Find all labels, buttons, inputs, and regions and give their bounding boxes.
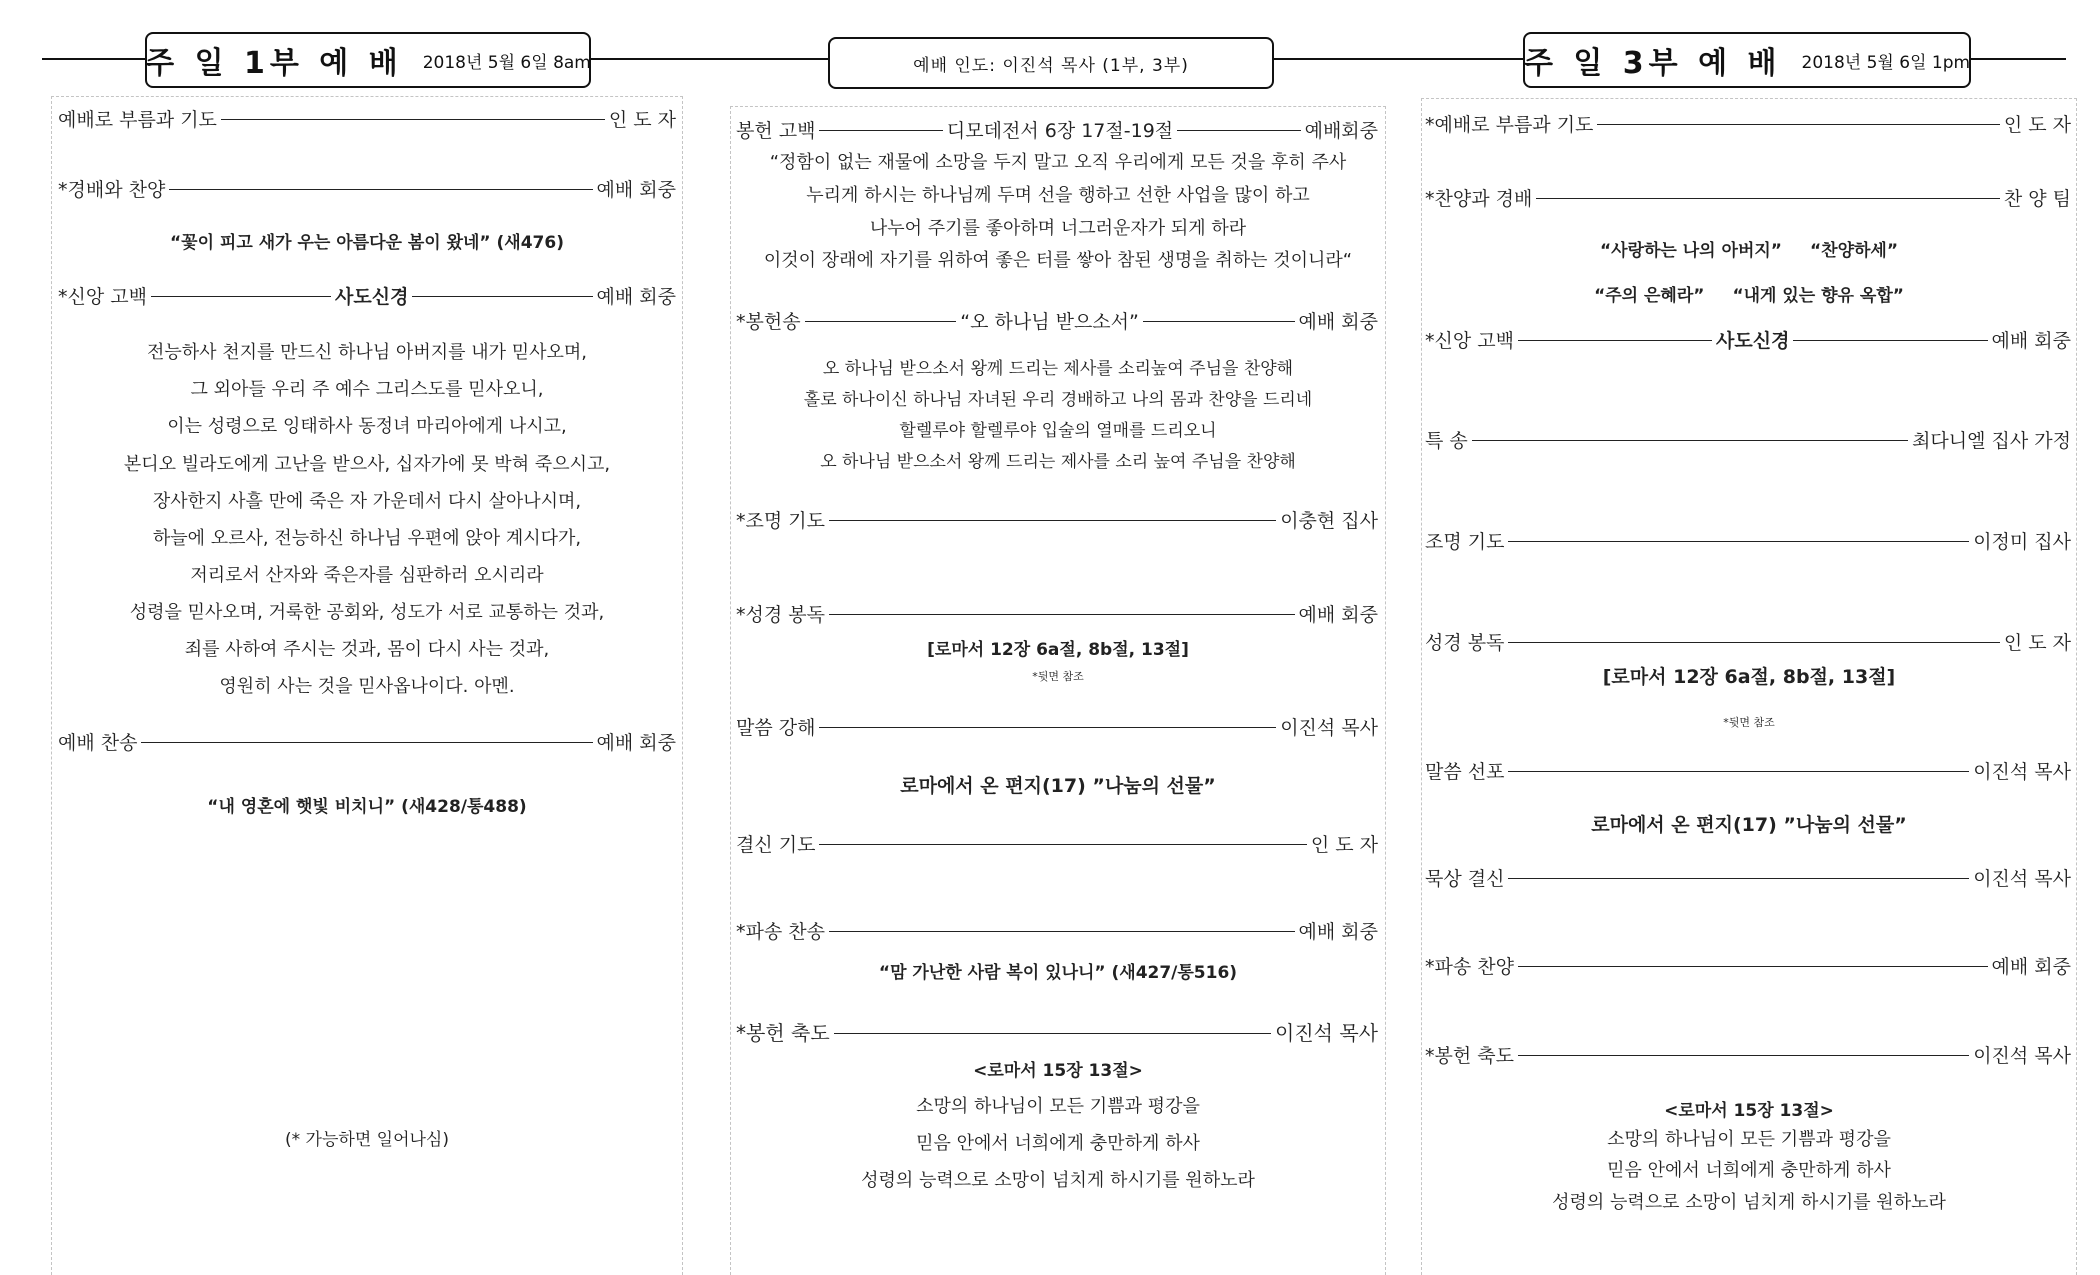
creed-line: 전능하사 천지를 만드신 하나님 아버지를 내가 믿사오며, <box>147 342 587 363</box>
header-rule-left-1 <box>42 58 148 60</box>
service1-title-box <box>145 32 591 88</box>
item-label: 결신 기도 <box>736 834 816 856</box>
reading-note: *뒷면 참조 <box>1723 716 1775 729</box>
benediction-line: 믿음 안에서 너희에게 충만하게 하사 <box>916 1133 1200 1154</box>
song-title: “찬양하세” <box>1809 241 1899 261</box>
scripture-line: “정함이 없는 재물에 소망을 두지 말고 오직 우리에게 모든 것을 후히 주사 <box>769 152 1347 173</box>
item-leader: 찬 양 팀 <box>2003 188 2071 210</box>
item-leader: 이진석 목사 <box>1973 761 2071 783</box>
benediction-ref: <로마서 15장 13절> <box>1664 1101 1834 1121</box>
order-item <box>1425 184 2071 211</box>
lyric-line: 홀로 하나이신 하나님 자녀된 우리 경배하고 나의 몸과 찬양을 드리네 <box>803 390 1313 410</box>
service3-date: 2018년 5월 6일 1pm <box>1801 52 1971 73</box>
reading-note: *뒷면 참조 <box>1032 670 1084 683</box>
creed-line: 저리로서 산자와 죽은자를 심판하러 오시리라 <box>190 565 544 586</box>
scripture-line: 누리게 하시는 하나님께 두며 선을 행하고 선한 사업을 많이 하고 <box>806 185 1310 206</box>
order-item <box>1425 527 2071 554</box>
item-leader: 인 도 자 <box>1310 834 1378 856</box>
item-label: 특 송 <box>1425 430 1468 452</box>
order-item <box>736 116 1378 143</box>
item-label: *신앙 고백 <box>58 286 147 308</box>
order-item <box>736 600 1378 627</box>
song-title: “꽃이 피고 새가 우는 아름다운 봄이 왔네” (새476) <box>170 233 564 253</box>
order-item <box>1425 426 2071 453</box>
scripture-line: 나누어 주기를 좋아하며 너그러운자가 되게 하라 <box>869 218 1247 239</box>
song-title: “사랑하는 나의 아버지” <box>1599 241 1782 261</box>
item-label: *파송 찬양 <box>1425 956 1514 978</box>
item-leader: 예배 회중 <box>596 732 676 754</box>
item-middle: “오 하나님 받으소서” <box>960 311 1139 333</box>
benediction-ref: <로마서 15장 13절> <box>973 1061 1143 1081</box>
item-label: *예배로 부름과 기도 <box>1425 114 1594 136</box>
order-item <box>1425 864 2071 891</box>
item-label: 묵상 결신 <box>1425 868 1505 890</box>
creed-line: 죄를 사하여 주시는 것과, 몸이 다시 사는 것과, <box>184 639 550 660</box>
item-label: 성경 봉독 <box>1425 632 1505 654</box>
service1-title: 주 일 1부 예 배 <box>145 46 403 81</box>
reading-ref: [로마서 12장 6a절, 8b절, 13절] <box>1602 666 1896 688</box>
item-label: 예배로 부름과 기도 <box>58 109 217 131</box>
item-label: *봉헌 축도 <box>736 1021 830 1045</box>
order-item <box>736 713 1378 740</box>
item-label: *성경 봉독 <box>736 604 825 626</box>
benediction-line: 성령의 능력으로 소망이 넘치게 하시기를 원하노라 <box>1552 1192 1946 1213</box>
order-item <box>1425 110 2071 137</box>
benediction-line: 소망의 하나님이 모든 기쁨과 평강을 <box>1607 1129 1891 1150</box>
item-label: 봉헌 고백 <box>736 120 816 142</box>
item-label: *신앙 고백 <box>1425 330 1514 352</box>
item-label: *봉헌송 <box>736 311 801 333</box>
header-rule-right-1 <box>1268 58 1526 60</box>
leader-box <box>828 37 1274 89</box>
service3-title: 주 일 3부 예 배 <box>1523 46 1782 81</box>
item-leader: 예배회중 <box>1304 120 1379 142</box>
song-title: “내게 있는 향유 옥합” <box>1732 286 1904 306</box>
item-leader: 예배 회중 <box>1298 311 1379 333</box>
sermon-title: 로마에서 온 편지(17) ”나눔의 선물” <box>1591 814 1907 836</box>
item-leader: 예배 회중 <box>1298 604 1378 626</box>
order-item <box>1425 1041 2071 1068</box>
item-label: *파송 찬송 <box>736 921 825 943</box>
item-leader: 이진석 목사 <box>1973 1045 2071 1067</box>
song-row <box>1421 281 2077 306</box>
creed-line: 영원히 사는 것을 믿사옵나이다. 아멘. <box>219 676 515 697</box>
item-leader: 이진석 목사 <box>1275 1021 1378 1045</box>
scripture-line: 이것이 장래에 자기를 위하여 좋은 터를 쌓아 참된 생명을 취하는 것이니라“ <box>763 250 1353 271</box>
order-item <box>736 830 1378 857</box>
creed-line: 이는 성령으로 잉태하사 동정녀 마리아에게 나시고, <box>167 416 567 437</box>
lyric-line: 오 하나님 받으소서 왕께 드리는 제사를 소리높여 주님을 찬양해 <box>822 359 1294 379</box>
header-rule-right-2 <box>1966 58 2066 60</box>
item-leader: 인 도 자 <box>2003 114 2071 136</box>
standing-note: (* 가능하면 일어나심) <box>285 1130 449 1150</box>
item-label: *봉헌 축도 <box>1425 1045 1514 1067</box>
order-item <box>1425 757 2071 784</box>
benediction-line: 소망의 하나님이 모든 기쁨과 평강을 <box>916 1096 1200 1117</box>
song-title: “내 영혼에 햇빛 비치니” (새428/통488) <box>207 797 527 817</box>
song-row <box>1421 236 2077 261</box>
worship-leader: 예배 인도: 이진석 목사 (1부, 3부) <box>913 55 1189 76</box>
lyric-line: 할렐루야 할렐루야 입술의 열매를 드리오니 <box>899 421 1217 441</box>
item-leader: 예배 회중 <box>1298 921 1378 943</box>
song-title: “맘 가난한 사람 복이 있나니” (새427/통516) <box>878 963 1238 983</box>
order-item <box>58 728 676 755</box>
item-middle: 사도신경 <box>335 286 409 308</box>
creed-line: 하늘에 오르사, 전능하신 하나님 우편에 앉아 계시다가, <box>152 528 582 549</box>
item-label: 조명 기도 <box>1425 531 1505 553</box>
item-label: *경배와 찬양 <box>58 179 166 201</box>
item-leader: 최다니엘 집사 가정 <box>1912 430 2071 452</box>
service1-date: 2018년 5월 6일 8am <box>422 52 591 73</box>
item-leader: 예배 회중 <box>1991 330 2072 352</box>
order-item <box>736 506 1378 533</box>
order-item <box>58 105 676 132</box>
benediction-line: 믿음 안에서 너희에게 충만하게 하사 <box>1607 1160 1891 1181</box>
creed-line: 성령을 믿사오며, 거룩한 공회와, 성도가 서로 교통하는 것과, <box>129 602 605 623</box>
item-label: 예배 찬송 <box>58 732 138 754</box>
order-item <box>58 282 676 309</box>
order-item <box>736 1017 1378 1046</box>
header-rule-left-2 <box>588 58 830 60</box>
benediction-line: 성령의 능력으로 소망이 넘치게 하시기를 원하노라 <box>861 1170 1255 1191</box>
item-label: *찬양과 경배 <box>1425 188 1533 210</box>
item-leader: 이정미 집사 <box>1973 531 2071 553</box>
item-middle: 디모데전서 6장 17절-19절 <box>946 120 1174 142</box>
order-item <box>1425 326 2071 353</box>
item-leader: 인 도 자 <box>2003 632 2071 654</box>
order-item <box>1425 952 2071 979</box>
order-item <box>736 307 1378 334</box>
reading-ref: [로마서 12장 6a절, 8b절, 13절] <box>927 640 1189 660</box>
item-leader: 이충현 집사 <box>1280 510 1378 532</box>
item-leader: 예배 회중 <box>1991 956 2071 978</box>
item-middle: 사도신경 <box>1716 330 1790 352</box>
item-leader: 이진석 목사 <box>1280 717 1378 739</box>
sermon-title: 로마에서 온 편지(17) ”나눔의 선물” <box>900 775 1216 797</box>
song-title: “주의 은혜라” <box>1594 286 1705 306</box>
service3-title-box <box>1523 32 1971 88</box>
creed-line: 그 외아들 우리 주 예수 그리스도를 믿사오니, <box>190 379 544 400</box>
item-leader: 이진석 목사 <box>1973 868 2071 890</box>
order-item <box>736 917 1378 944</box>
item-label: 말씀 선포 <box>1425 761 1505 783</box>
order-item <box>58 175 676 202</box>
item-label: 말씀 강해 <box>736 717 816 739</box>
creed-line: 본디오 빌라도에게 고난을 받으사, 십자가에 못 박혀 죽으시고, <box>123 454 611 475</box>
item-leader: 예배 회중 <box>596 179 676 201</box>
lyric-line: 오 하나님 받으소서 왕께 드리는 제사를 소리 높여 주님을 찬양해 <box>820 452 1296 472</box>
item-leader: 인 도 자 <box>608 109 676 131</box>
item-label: *조명 기도 <box>736 510 825 532</box>
order-item <box>1425 628 2071 655</box>
item-leader: 예배 회중 <box>596 286 677 308</box>
creed-line: 장사한지 사흘 만에 죽은 자 가운데서 다시 살아나시며, <box>152 491 582 512</box>
